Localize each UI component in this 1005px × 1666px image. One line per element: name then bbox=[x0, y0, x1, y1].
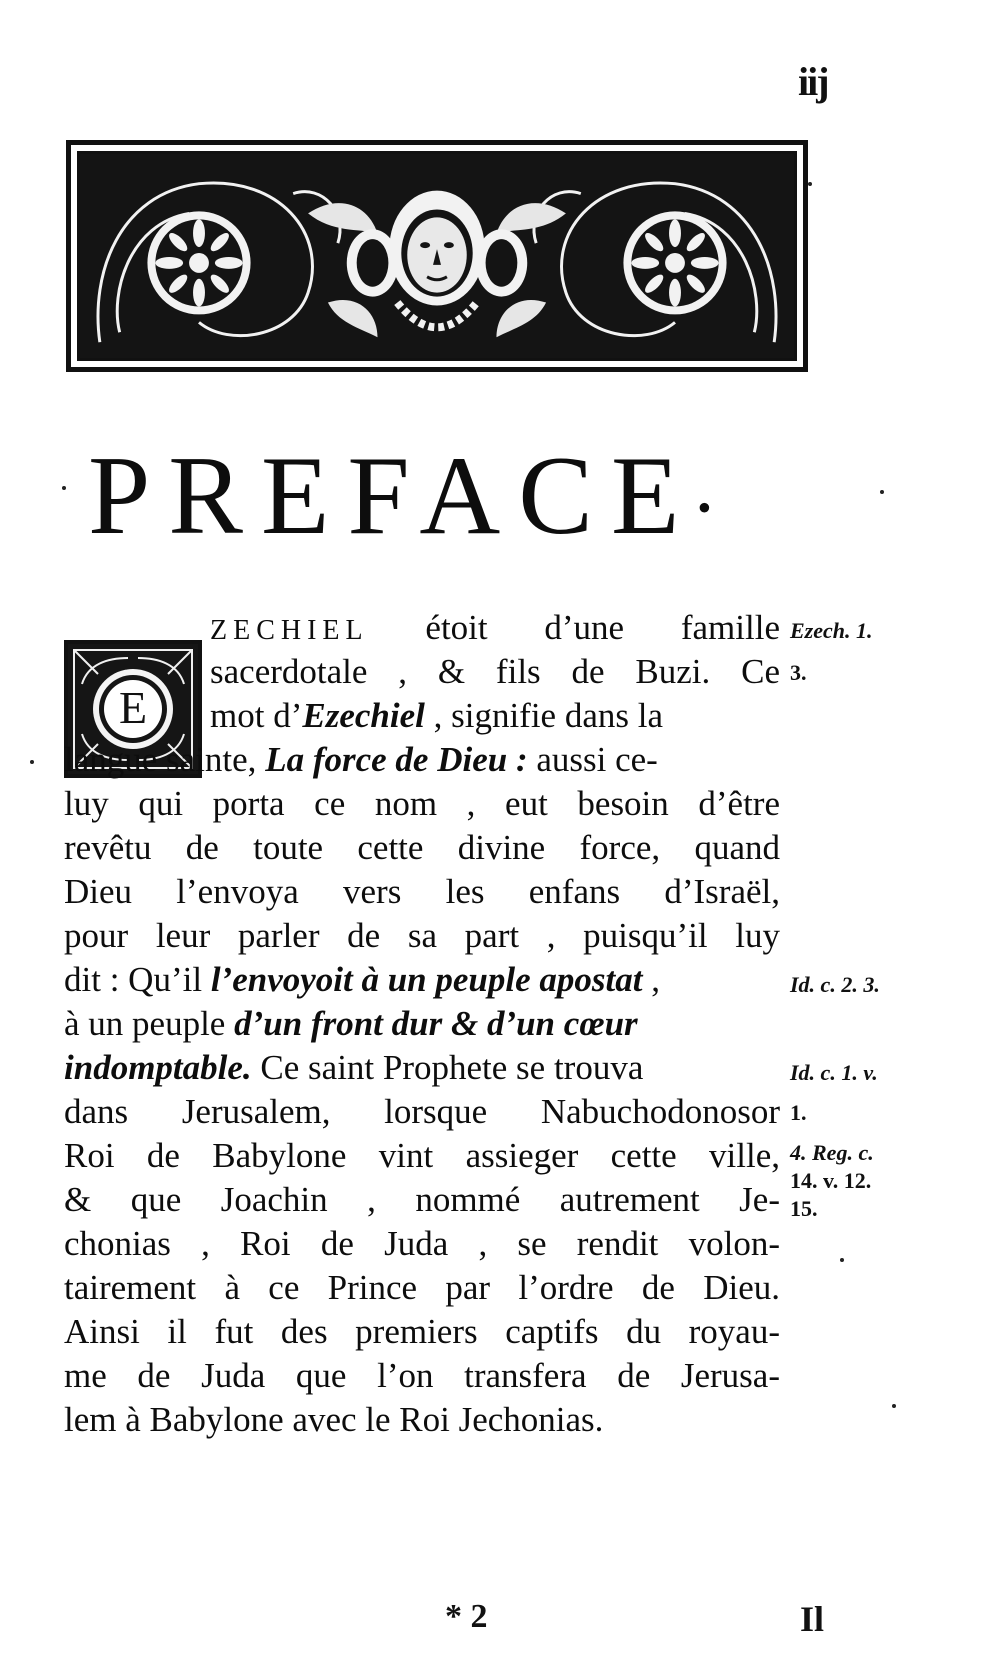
margin-note: Ezech. 1. bbox=[790, 618, 873, 643]
margin-note: 1. bbox=[790, 1100, 807, 1125]
text-line: indomptable. Ce saint Prophete se trouva bbox=[64, 1048, 644, 1087]
margin-note: 15. bbox=[790, 1196, 818, 1221]
text-line: Dieu l’envoya vers les enfans d’Israël, bbox=[64, 872, 780, 911]
ink-speck bbox=[62, 486, 66, 490]
page-number: iij bbox=[798, 59, 828, 104]
catchword: Il bbox=[800, 1599, 825, 1639]
signature-mark: * 2 bbox=[445, 1598, 488, 1635]
title-dot: • bbox=[697, 485, 712, 530]
ink-speck bbox=[808, 182, 812, 186]
headpiece-ornament bbox=[66, 140, 808, 372]
text-line: chonias , Roi de Juda , se rendit volon- bbox=[64, 1224, 780, 1263]
text-line: langue sainte, La force de Dieu : aussi ce- bbox=[64, 740, 658, 779]
page-title bbox=[88, 434, 828, 558]
text-line: Ainsi il fut des premiers captifs du royau- bbox=[64, 1312, 780, 1351]
text-line: ZECHIEL étoit d’une famille bbox=[210, 608, 780, 647]
text-line: sacerdotale , & fils de Buzi. Ce bbox=[210, 652, 780, 691]
margin-note: Id. c. 1. v. bbox=[790, 1060, 878, 1085]
floral-ornament-icon bbox=[80, 154, 794, 358]
text-line: tairement à ce Prince par l’ordre de Dieu. bbox=[64, 1268, 780, 1307]
text-line: pour leur parler de sa part , puisqu’il luy bbox=[64, 916, 780, 955]
text-line: Roi de Babylone vint assieger cette ville, bbox=[64, 1136, 780, 1175]
title-text: PREFACE bbox=[88, 434, 698, 558]
text-line: luy qui porta ce nom , eut besoin d’être bbox=[64, 784, 780, 823]
ink-speck bbox=[892, 1404, 896, 1408]
text-line: revêtu de toute cette divine force, quand bbox=[64, 828, 780, 867]
ink-speck bbox=[840, 1258, 844, 1262]
text-line: mot d’Ezechiel , signifie dans la bbox=[210, 696, 663, 735]
text-line: dit : Qu’il l’envoyoit à un peuple apostat , bbox=[64, 960, 660, 999]
margin-note: 14. v. 12. bbox=[790, 1168, 872, 1193]
text-line: & que Joachin , nommé autrement Je- bbox=[64, 1180, 780, 1219]
text-line: à un peuple d’un front dur & d’un cœur bbox=[64, 1004, 638, 1043]
margin-note: 3. bbox=[790, 660, 807, 685]
text-line: me de Juda que l’on transfera de Jerusa- bbox=[64, 1356, 780, 1395]
drop-cap-letter: E bbox=[118, 681, 148, 733]
text-line: lem à Babylone avec le Roi Jechonias. bbox=[64, 1400, 604, 1439]
text-line: dans Jerusalem, lorsque Nabuchodonosor bbox=[64, 1092, 780, 1131]
ink-speck bbox=[30, 760, 34, 764]
margin-note: 4. Reg. c. bbox=[790, 1140, 874, 1165]
margin-note: Id. c. 2. 3. bbox=[790, 972, 880, 997]
ink-speck bbox=[880, 490, 884, 494]
